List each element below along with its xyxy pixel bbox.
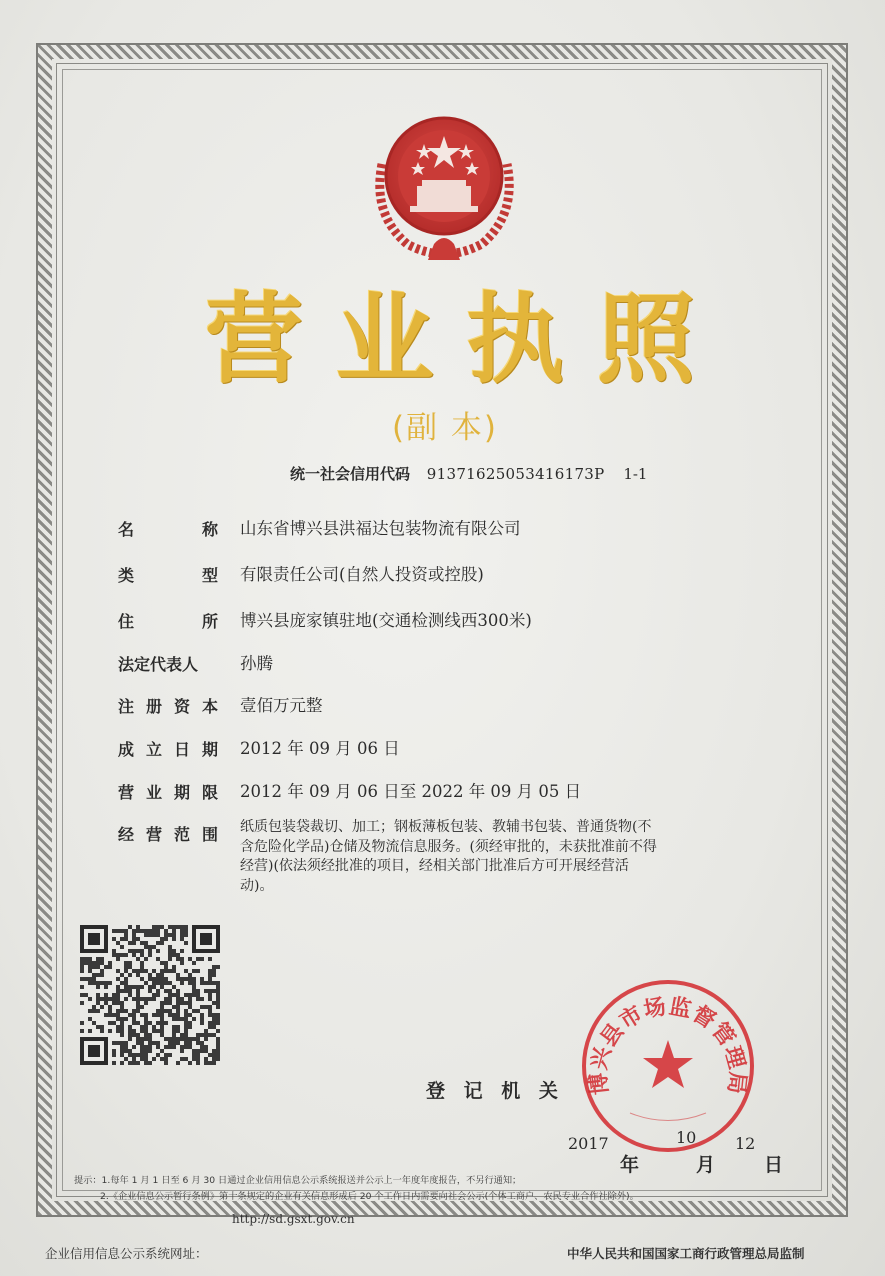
issue-year: 2017 <box>568 1134 609 1153</box>
title-char: 照 <box>596 283 695 397</box>
date-labels: 年 月 日 <box>620 1154 784 1176</box>
official-seal-icon <box>580 978 756 1154</box>
footer-url-link[interactable]: http://sd.gsxt.gov.cn <box>232 1212 355 1226</box>
copy-number: 1-1 <box>623 465 648 483</box>
company-name-value: 山东省博兴县洪福达包装物流有限公司 <box>240 519 521 538</box>
footer-website-label: 企业信用信息公示系统网址： <box>45 1246 208 1261</box>
issue-day: 12 <box>735 1134 756 1153</box>
title-char: 执 <box>466 283 565 397</box>
seal-text: 博兴县市场监督管理局 <box>586 994 750 1097</box>
field-label: 法定代表人 <box>118 655 199 674</box>
note-line: 2.《企业信息公示暂行条例》第十条规定的企业有关信息形成后 20 个工作日内需要向社会公示(个体工商户、农民专业合作社除外)。 <box>100 1191 639 1202</box>
document-title <box>195 285 705 395</box>
footer-issuer: 中华人民共和国国家工商行政管理总局监制 <box>567 1246 805 1261</box>
credit-code-row <box>290 463 647 489</box>
field-label: 成 立 日 期 <box>118 740 218 759</box>
national-emblem-icon <box>362 104 527 264</box>
title-char: 业 <box>335 283 434 397</box>
field-label: 类 型 <box>118 566 218 585</box>
qr-code-icon[interactable] <box>80 925 220 1065</box>
issue-month: 10 <box>676 1128 697 1147</box>
notes <box>74 1173 834 1205</box>
company-type-value: 有限责任公司(自然人投资或控股) <box>240 565 484 584</box>
field-label: 住 所 <box>118 612 218 631</box>
field-label: 营 业 期 限 <box>118 783 218 802</box>
title-char: 营 <box>204 283 303 397</box>
credit-code-value: 91371625053416173P <box>426 465 605 483</box>
business-term-value: 2012 年 09 月 06 日至 2022 年 09 月 05 日 <box>240 782 582 801</box>
business-scope-value: 纸质包装袋裁切、加工；钢板薄板包装、教辅书包装、普通货物(不含危险化学品)仓储及物流信息服务。(须经审批的，未获批准前不得经营)(依法须经批准的项目，经相关部门批准后方可开展经营活动)。 <box>240 819 657 894</box>
capital-value: 壹佰万元整 <box>240 696 323 715</box>
document-subtitle: (副 本) <box>391 410 499 446</box>
established-date-value: 2012 年 09 月 06 日 <box>240 739 400 758</box>
field-label: 经 营 范 围 <box>118 825 218 844</box>
registration-authority-label: 登 记 机 关 <box>426 1080 564 1102</box>
field-label: 名 称 <box>118 520 218 539</box>
legal-rep-value: 孙腾 <box>240 654 273 673</box>
address-value: 博兴县庞家镇驻地(交通检测线西300米) <box>240 611 532 630</box>
credit-code-label: 统一社会信用代码 <box>290 465 411 483</box>
field-label: 注 册 资 本 <box>118 697 218 716</box>
note-line: 提示：1.每年 1 月 1 日至 6 月 30 日通过企业信用信息公示系统报送并公示上一年度年度报告，不另行通知； <box>74 1175 522 1186</box>
